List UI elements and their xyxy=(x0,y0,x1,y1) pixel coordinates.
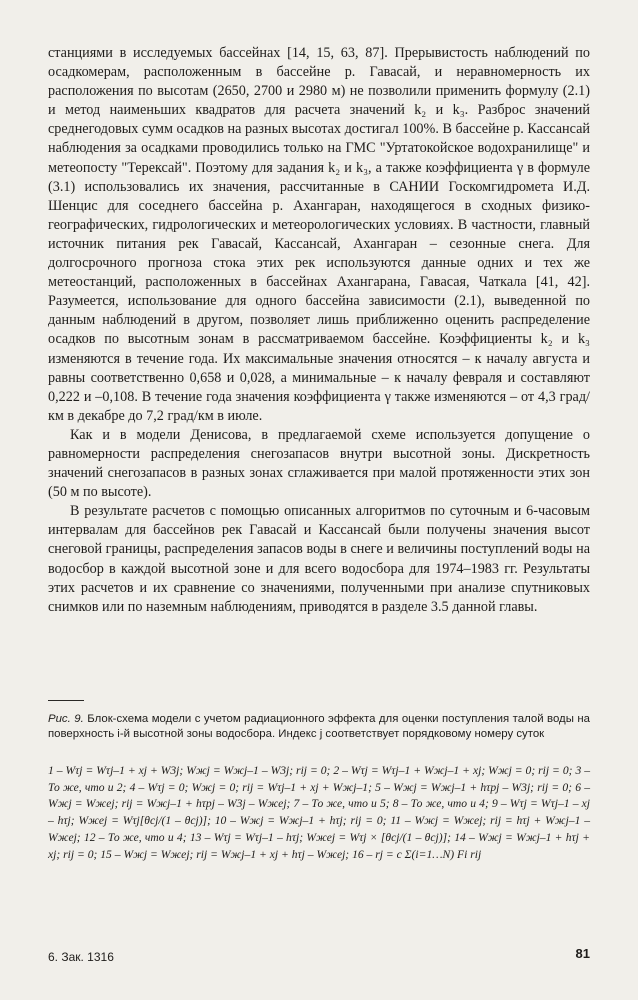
printer-signature: 6. Зак. 1316 xyxy=(48,950,114,964)
page-number: 81 xyxy=(575,946,590,961)
paragraph-1: станциями в исследуемых бассейнах [14, 15, 63, 87]. Прерывистость наблюдений по осадкомерам, расположенным в бассейне р. Гавасай, и неравномерность их расположения по высотам (2650, 2700 и 2980 м) не позволили применить формулу (2.1) и метод наименьших квадратов для расчета значений k₂ и k₃. Разброс значений среднегодовых сумм осадков на разных высотах достигал 100%. В бассейне р. Кассансай наблюдения за осадками проводились только на ГМС "Уртатокойское водохранилище" и метеопосту "Терексай". Поэтому для задания k₂ и k₃, а также коэффициента γ в формуле (3.1) использовались их значения, рассчитанные в САНИИ Госкомгидромета И.Д. Шенцис для соседнего бассейна р. Ахангаран, находящегося в сходных физико-географических, гидрологических и метеорологических условиях. В частности, главный источник питания рек Гавасай, Кассансай, Ахангаран – сезонные снега. Для долгосрочного прогноза стока этих рек используются данные одних и тех же метеостанций, расположенных в бассейнах Ахангарана, Гавасая, Чаткала [41, 42]. Разумеется, использование для одного бассейна зависимости (2.1), выведенной по данным наблюдений в другом, позволяет лишь приближенно оценить распределение осадков по высотным зонам в рассматриваемом бассейне. Коэффициенты k₂ и k₃ изменяются в течение года. Их максимальные значения относятся – к началу августа и равны соответственно 0,658 и 0,028, а минимальные – к началу февраля и составляют 0,222 и –0,108. В течение года значения коэффициента γ также изменяются – от 4,3 град/км в декабре до 7,2 град/км в июле. xyxy=(48,45,590,424)
figure-caption-text: Блок-схема модели с учетом радиационного эффекта для оценки поступления талой воды на поверхность i-й высотной зоны водосбора. Индекс j соответствует порядковому номеру суток xyxy=(48,713,590,741)
figure-label: Рис. 9. xyxy=(48,713,84,725)
paragraph-3: В результате расчетов с помощью описанных алгоритмов по суточным и 6-часовым интервалам для бассейнов рек Гавасай и Кассансай были получены значения высот снеговой границы, распределения запасов воды в снеге и величины поступлений воды на водосбор в каждой высотной зоне и для всего водосбора для 1974–1983 гг. Результаты этих расчетов и их сравнение со значениями, полученными при анализе спутниковых снимков или по наземным наблюдениям, приводятся в разделе 3.5 данной главы. xyxy=(48,503,590,615)
main-text xyxy=(48,44,590,617)
footnote-divider xyxy=(48,700,84,701)
paragraph-2: Как и в модели Денисова, в предлагаемой схеме используется допущение о равномерности распределения снегозапасов внутри высотной зоны. Дискретность значений снегозапасов в разных зонах сглаживается при малой протяженности этих зон (50 м по высоте). xyxy=(48,426,590,501)
figure-caption xyxy=(48,712,590,742)
figure-legend: 1 – Wτj = Wτj–1 + xj + W3j; Wжj = Wжj–1 – W3j; rij = 0; 2 – Wτj = Wτj–1 + Wжj–1 + xj; Wжj = 0; rij = 0; 3 – То же, что и 2; 4 – Wτj = 0; Wжj = 0; rij = Wτj–1 + xj + Wжj–1; 5 – Wжj = Wжj–1 + hτpj – W3j; rij = 0; 6 – Wжj = Wжej; rij = Wжj–1 + hτpj – W3j – Wжej; 7 – То же, что и 5; 8 – То же, что и 4; 9 – Wτj = Wτj–1 – xj – hτj; Wжej = Wτj[θcj/(1 – θcj)]; 10 – Wжj = Wжj–1 + hτj; rij = 0; 11 – Wжj = Wжej; rij = hτj + Wжj–1 – Wжej; 12 – То же, что и 4; 13 – Wτj = Wτj–1 – hτj; Wжej = Wτj × [θcj/(1 – θcj)]; 14 – Wжj = Wжj–1 + hτj + xj; rij = 0; 15 – Wжj = Wжej; rij = Wжj–1 + xj + hτj – Wжej; 16 – rj = c Σ(i=1…N) Fi rij xyxy=(48,764,590,861)
